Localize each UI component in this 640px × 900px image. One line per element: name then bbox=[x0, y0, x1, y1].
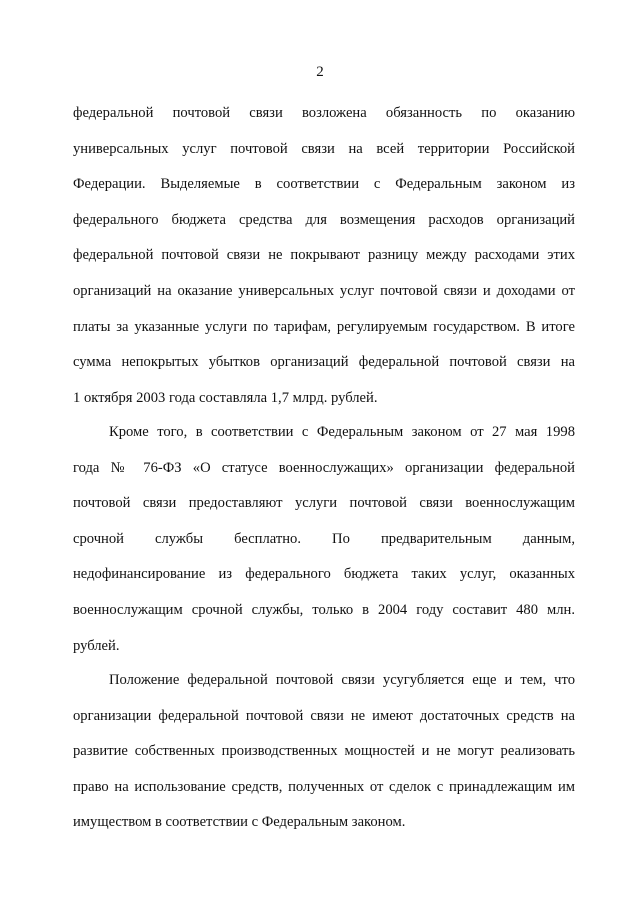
text-line: федеральной почтовой связи возложена обязанность по оказанию bbox=[73, 105, 575, 121]
text-line: организации федеральной почтовой связи не имеют достаточных средств на bbox=[73, 707, 575, 724]
text-line: федеральной почтовой связи не покрывают разницу между расходами этих bbox=[73, 247, 575, 264]
text-line: универсальных услуг почтовой связи на всей территории Российской bbox=[73, 140, 575, 157]
text-line: недофинансирование из федерального бюджета таких услуг, оказанных bbox=[73, 566, 575, 583]
text-line: организаций на оказание универсальных услуг почтовой связи и доходами от bbox=[73, 282, 575, 299]
text-line: федерального бюджета средства для возмещения расходов организаций bbox=[73, 211, 575, 228]
text-line: платы за указанные услуги по тарифам, регулируемым государством. В итоге bbox=[73, 318, 575, 335]
text-line: имуществом в соответствии с Федеральным законом. bbox=[73, 814, 406, 831]
text-line: срочной службы бесплатно. По предварительным данным, bbox=[73, 530, 575, 547]
text-line: военнослужащим срочной службы, только в 2004 году составит 480 млн. bbox=[73, 601, 575, 618]
text-line: рублей. bbox=[73, 637, 120, 654]
text-line: право на использование средств, полученных от сделок с принадлежащим им bbox=[73, 778, 575, 795]
text-line: Кроме того, в соответствии с Федеральным законом от 27 мая 1998 bbox=[109, 424, 575, 440]
text-line: 1 октября 2003 года составляла 1,7 млрд. рублей. bbox=[73, 389, 378, 406]
text-line: почтовой связи предоставляют услуги почтовой связи военнослужащим bbox=[73, 495, 575, 512]
text-line: Положение федеральной почтовой связи усугубляется еще и тем, что bbox=[109, 672, 575, 688]
text-line: сумма непокрытых убытков организаций федеральной почтовой связи на bbox=[73, 354, 575, 371]
paragraph-1 bbox=[73, 103, 575, 423]
paragraph-3 bbox=[73, 670, 575, 848]
paragraph-2 bbox=[73, 422, 575, 671]
text-line: Федерации. Выделяемые в соответствии с Федеральным законом из bbox=[73, 176, 575, 193]
page-number: 2 bbox=[316, 64, 324, 80]
text-line: года № 76-ФЗ «О статусе военнослужащих» организации федеральной bbox=[73, 459, 575, 476]
text-line: развитие собственных производственных мощностей и не могут реализовать bbox=[73, 743, 575, 760]
